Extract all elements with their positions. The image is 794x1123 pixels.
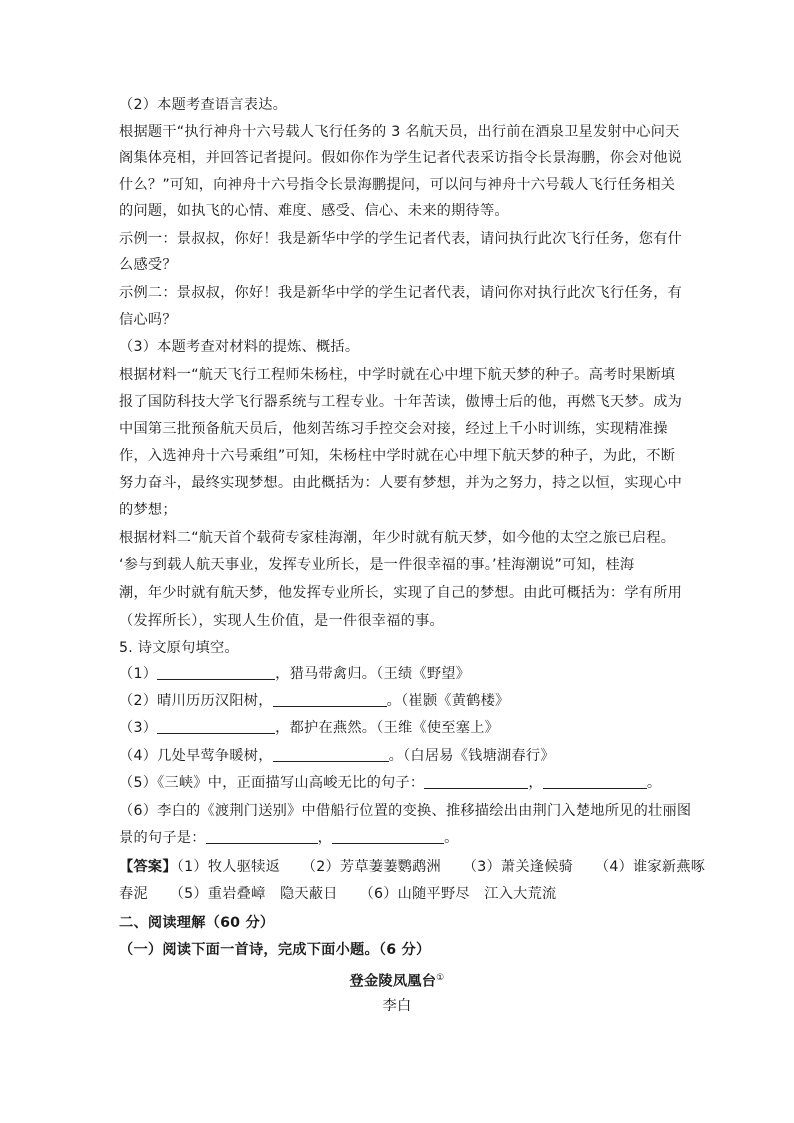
- q1-suffix: ，猎马带禽归。（王绩《野望》: [275, 666, 471, 682]
- answer-line-2: 春泥 （5）重岩叠嶂 隐天蔽日 （6）山随平野尽 江入大荒流: [119, 886, 557, 902]
- answer-blank: [206, 829, 318, 844]
- fill-blank-q4: [119, 746, 555, 766]
- q4-suffix: 。（白居易《钱塘湖春行》: [388, 748, 555, 764]
- text-line: 报了国防科技大学飞行器系统与工程专业。十年苦读，傲博士后的他，再燃飞天梦。成为: [119, 394, 683, 410]
- q5-end: 。: [646, 775, 662, 791]
- text-line: 根据材料一“航天飞行工程师朱杨柱，中学时就在心中埋下航天梦的种子。高考时果断填: [119, 367, 676, 383]
- answer-line: [119, 857, 705, 877]
- answer-blank: [157, 719, 275, 734]
- section-heading: 二、阅读理解（60 分）: [119, 915, 275, 931]
- fill-blank-q6-text: （6）李白的《渡荆门送别》中借船行位置的变换、推移描绘出由荆门入楚地所见的壮丽图: [119, 803, 692, 819]
- answer-blank: [273, 747, 389, 762]
- text-line: ‘参与到载人航天事业，发挥专业所长，是一件很幸福的事。’桂海潮说”可知，桂海: [119, 557, 635, 573]
- q3-suffix: ，都护在燕然。（王维《使至塞上》: [275, 720, 500, 736]
- text-line: 努力奋斗，最终实现梦想。由此概括为：人要有梦想，并为之努力，持之以恒，实现心中: [119, 475, 683, 491]
- q6-end: 。: [444, 830, 459, 846]
- subsection-heading: （一）阅读下面一首诗，完成下面小题。（6 分）: [119, 942, 431, 958]
- q1-prefix: （1）: [119, 666, 158, 682]
- fill-blank-q6: [119, 828, 459, 848]
- q2-suffix: 。（崔颢《黄鹤楼》: [386, 693, 510, 709]
- text-line: （2）本题考查语言表达。: [119, 97, 288, 113]
- text-line: 的梦想；: [119, 502, 177, 518]
- q3-prefix: （3）: [119, 720, 158, 736]
- q5-prefix: （5）《三峡》中，正面描写山高峻无比的句子：: [119, 775, 425, 791]
- text-line: 示例二：景叔叔，你好！我是新华中学的学生记者代表，请问你对执行此次飞行任务，有: [119, 285, 683, 301]
- fill-blank-q1: [119, 664, 470, 684]
- text-line: 中国第三批预备航天员后，他刻苦练习手控交会对接，经过上千小时训练，实现精准操: [119, 421, 668, 437]
- text-line: 什么？”可知，向神舟十六号指令长景海鹏提问，可以问与神舟十六号载人飞行任务相关: [119, 177, 676, 193]
- q2-prefix: （2）晴川历历汉阳树，: [119, 693, 273, 709]
- poem-author: 李白: [382, 998, 412, 1014]
- answer-label: 【答案】: [119, 859, 177, 875]
- text-line: 阁集体亮相，并回答记者提问。假如你作为学生记者代表采访指令长景海鹏，你会对他说: [119, 150, 683, 166]
- text-line: 根据材料二“航天首个载荷专家桂海潮，年少时就有航天梦，如今他的太空之旅已启程。: [119, 530, 676, 546]
- poem-title-text: 登金陵凤凰台: [349, 973, 437, 990]
- answer-blank: [424, 774, 528, 789]
- q6-prefix: 景的句子是：: [119, 830, 206, 846]
- answer-blank: [332, 829, 444, 844]
- text-line: （发挥所长），实现人生价值，是一件很幸福的事。: [119, 613, 444, 629]
- answer-blank: [157, 665, 275, 680]
- text-line: 作，入选神舟十六号乘组”可知，朱杨柱中学时就在心中埋下航天梦的种子，为此，不断: [119, 448, 676, 464]
- question-title: 5. 诗文原句填空。: [119, 640, 239, 656]
- answer-blank: [273, 692, 387, 707]
- fill-blank-q2: [119, 691, 510, 711]
- answer-blank: [543, 774, 647, 789]
- q5-separator: ，: [528, 775, 543, 791]
- footnote-marker: ①: [436, 973, 445, 983]
- poem-title: [0, 968, 794, 992]
- text-line: 信心吗？: [119, 312, 177, 328]
- q4-prefix: （4）几处早莺争暖树，: [119, 748, 273, 764]
- fill-blank-q3: [119, 718, 499, 738]
- q6-separator: ，: [317, 830, 333, 846]
- text-line: 的问题，如执飞的心情、难度、感受、信心、未来的期待等。: [119, 203, 509, 219]
- text-line: （3）本题考查对材料的提炼、概括。: [119, 339, 360, 355]
- text-line: 示例一：景叔叔，你好！我是新华中学的学生记者代表，请问执行此次飞行任务，您有什: [119, 231, 683, 247]
- text-line: 根据题干“执行神舟十六号载人飞行任务的 3 名航天员，出行前在酒泉卫星发射中心问天: [119, 124, 680, 140]
- text-line: 么感受？: [119, 257, 177, 273]
- fill-blank-q5: [119, 773, 661, 793]
- answer-text: （1）牧人驱犊返 （2）芳草萋萋鹦鹉洲 （3）萧关逢候骑 （4）谁家新燕啄: [176, 859, 706, 875]
- text-line: 潮，年少时就有航天梦，他发挥专业所长，实现了自己的梦想。由此可概括为：学有所用: [119, 585, 683, 601]
